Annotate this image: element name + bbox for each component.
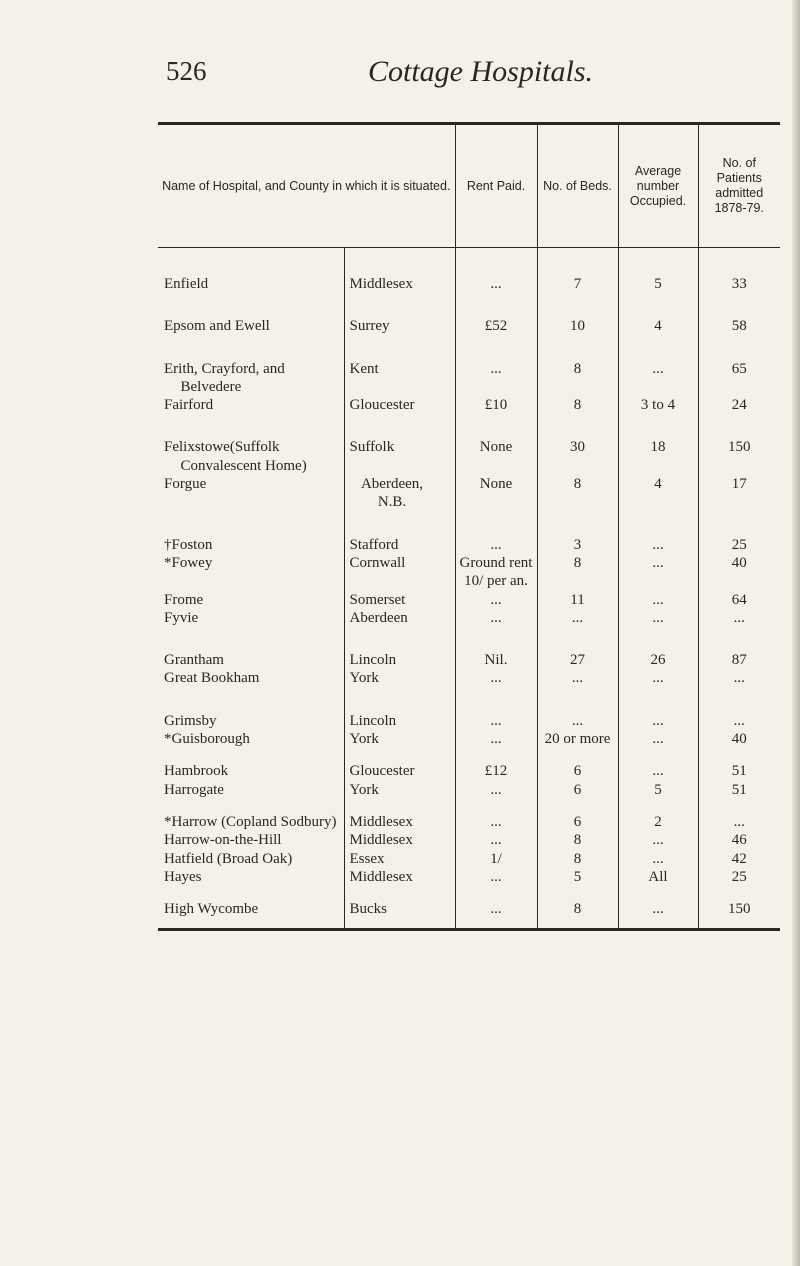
table-row <box>158 799 780 831</box>
hospital-name: Grantham <box>164 652 224 669</box>
county: Middlesex <box>344 831 455 849</box>
average-occupied: All <box>618 868 698 886</box>
average-occupied: 4 <box>618 293 698 335</box>
patients-admitted: 33 <box>698 248 780 294</box>
average-occupied: ... <box>618 688 698 730</box>
patients-admitted: 64 <box>698 591 780 609</box>
hospital-name: Felixstowe(Suffolk Convalescent Home) <box>164 439 307 474</box>
rent-paid: 1/ <box>455 850 537 868</box>
header-row <box>158 124 780 248</box>
rent-paid: None <box>455 475 537 512</box>
table-row <box>158 781 780 799</box>
hospital-name: Epsom and Ewell <box>164 318 270 335</box>
average-occupied: 18 <box>618 414 698 475</box>
patients-admitted: 51 <box>698 781 780 799</box>
county: Middlesex <box>344 799 455 831</box>
beds: 30 <box>537 414 618 475</box>
hospital-name: High Wycombe <box>164 901 259 918</box>
beds: 8 <box>537 831 618 849</box>
hospital-name: *Guisborough <box>164 731 250 748</box>
county: York <box>344 730 455 748</box>
rent-paid: £12 <box>455 748 537 780</box>
average-occupied: ... <box>618 554 698 591</box>
beds: 7 <box>537 248 618 294</box>
table-row <box>158 609 780 627</box>
average-occupied: ... <box>618 336 698 397</box>
table-row <box>158 688 780 730</box>
rent-paid: £52 <box>455 293 537 335</box>
rent-paid: ... <box>455 799 537 831</box>
county: Surrey <box>344 293 455 335</box>
beds: 6 <box>537 748 618 780</box>
hospital-name: *Harrow (Copland Sodbury) <box>164 813 337 830</box>
hospitals-table <box>158 122 780 931</box>
rent-paid: ... <box>455 781 537 799</box>
beds: 3 <box>537 512 618 554</box>
table-row <box>158 831 780 849</box>
beds: 6 <box>537 781 618 799</box>
rent-paid: ... <box>455 669 537 687</box>
patients-admitted: 65 <box>698 336 780 397</box>
patients-admitted: ... <box>698 669 780 687</box>
county: York <box>344 781 455 799</box>
county: Kent <box>344 336 455 397</box>
county: Aberdeen, N.B. <box>344 475 455 512</box>
rent-paid: None <box>455 414 537 475</box>
rent-paid: £10 <box>455 396 537 414</box>
table-row <box>158 293 780 335</box>
average-occupied: ... <box>618 886 698 930</box>
rent-paid: ... <box>455 336 537 397</box>
county: Cornwall <box>344 554 455 591</box>
table-row <box>158 414 780 475</box>
average-occupied: 5 <box>618 248 698 294</box>
county: Gloucester <box>344 396 455 414</box>
patients-admitted: 150 <box>698 414 780 475</box>
patients-admitted: ... <box>698 688 780 730</box>
header-name-county: Name of Hospital, and County in which it is situated. <box>158 124 455 248</box>
hospital-name: Harrow-on-the-Hill <box>164 832 282 849</box>
table-row <box>158 730 780 748</box>
beds: 8 <box>537 336 618 397</box>
county: Somerset <box>344 591 455 609</box>
patients-admitted: ... <box>698 799 780 831</box>
patients-admitted: 17 <box>698 475 780 512</box>
average-occupied: ... <box>618 850 698 868</box>
table-row <box>158 669 780 687</box>
patients-admitted: 40 <box>698 730 780 748</box>
header-average: Average number Occupied. <box>618 124 698 248</box>
patients-admitted: 58 <box>698 293 780 335</box>
table-row <box>158 512 780 554</box>
rent-paid: ... <box>455 831 537 849</box>
county: Middlesex <box>344 248 455 294</box>
table-row <box>158 627 780 669</box>
patients-admitted: ... <box>698 609 780 627</box>
table-row <box>158 591 780 609</box>
average-occupied: ... <box>618 591 698 609</box>
average-occupied: ... <box>618 831 698 849</box>
beds: 27 <box>537 627 618 669</box>
rent-paid: ... <box>455 730 537 748</box>
header-beds: No. of Beds. <box>537 124 618 248</box>
table-row <box>158 336 780 397</box>
hospital-name: Frome <box>164 591 204 608</box>
county: Lincoln <box>344 627 455 669</box>
county: Bucks <box>344 886 455 930</box>
patients-admitted: 51 <box>698 748 780 780</box>
page-edge <box>792 0 800 1266</box>
county: Aberdeen <box>344 609 455 627</box>
rent-paid: ... <box>455 609 537 627</box>
beds: 8 <box>537 554 618 591</box>
beds: 8 <box>537 475 618 512</box>
beds: ... <box>537 609 618 627</box>
beds: 5 <box>537 868 618 886</box>
average-occupied: ... <box>618 669 698 687</box>
county: Essex <box>344 850 455 868</box>
beds: 8 <box>537 886 618 930</box>
county: Lincoln <box>344 688 455 730</box>
table-row <box>158 850 780 868</box>
county: Suffolk <box>344 414 455 475</box>
table-row <box>158 868 780 886</box>
rent-paid: ... <box>455 688 537 730</box>
average-occupied: ... <box>618 748 698 780</box>
header-rent: Rent Paid. <box>455 124 537 248</box>
patients-admitted: 25 <box>698 512 780 554</box>
table-row <box>158 886 780 930</box>
patients-admitted: 150 <box>698 886 780 930</box>
rent-paid: ... <box>455 886 537 930</box>
hospital-name: Erith, Crayford, and Belvedere <box>164 360 285 395</box>
beds: 10 <box>537 293 618 335</box>
page-number: 526 <box>166 56 207 86</box>
average-occupied: ... <box>618 730 698 748</box>
county: York <box>344 669 455 687</box>
rent-paid: ... <box>455 248 537 294</box>
county: Middlesex <box>344 868 455 886</box>
patients-admitted: 87 <box>698 627 780 669</box>
table-row <box>158 748 780 780</box>
beds: 6 <box>537 799 618 831</box>
beds: ... <box>537 669 618 687</box>
beds: 20 or more <box>537 730 618 748</box>
hospital-name: Harrogate <box>164 781 224 798</box>
average-occupied: 3 to 4 <box>618 396 698 414</box>
hospital-name: Enfield <box>164 276 209 292</box>
hospital-name: Hayes <box>164 868 202 885</box>
rent-paid: Nil. <box>455 627 537 669</box>
table-row <box>158 396 780 414</box>
rent-paid: ... <box>455 512 537 554</box>
beds: ... <box>537 688 618 730</box>
average-occupied: 26 <box>618 627 698 669</box>
hospital-name: Great Bookham <box>164 670 260 687</box>
hospital-name: Fairford <box>164 397 214 414</box>
county: Gloucester <box>344 748 455 780</box>
table-row <box>158 475 780 512</box>
patients-admitted: 25 <box>698 868 780 886</box>
hospital-name: Hatfield (Broad Oak) <box>164 850 293 867</box>
hospital-name: †Foston <box>164 536 213 553</box>
beds: 11 <box>537 591 618 609</box>
header-patients: No. of Patients admitted 1878-79. <box>698 124 780 248</box>
beds: 8 <box>537 396 618 414</box>
county: Stafford <box>344 512 455 554</box>
patients-admitted: 40 <box>698 554 780 591</box>
rent-paid: Ground rent 10/ per an. <box>455 554 537 591</box>
average-occupied: ... <box>618 512 698 554</box>
hospital-name: Forgue <box>164 476 207 493</box>
average-occupied: ... <box>618 609 698 627</box>
average-occupied: 5 <box>618 781 698 799</box>
patients-admitted: 46 <box>698 831 780 849</box>
hospital-name: Hambrook <box>164 763 229 780</box>
rent-paid: ... <box>455 591 537 609</box>
rent-paid: ... <box>455 868 537 886</box>
beds: 8 <box>537 850 618 868</box>
average-occupied: 2 <box>618 799 698 831</box>
running-title: Cottage Hospitals. <box>368 55 594 88</box>
table-row <box>158 248 780 294</box>
table-row <box>158 554 780 591</box>
patients-admitted: 24 <box>698 396 780 414</box>
hospital-name: *Fowey <box>164 554 213 571</box>
hospital-name: Fyvie <box>164 609 199 626</box>
hospital-name: Grimsby <box>164 712 217 729</box>
average-occupied: 4 <box>618 475 698 512</box>
patients-admitted: 42 <box>698 850 780 868</box>
